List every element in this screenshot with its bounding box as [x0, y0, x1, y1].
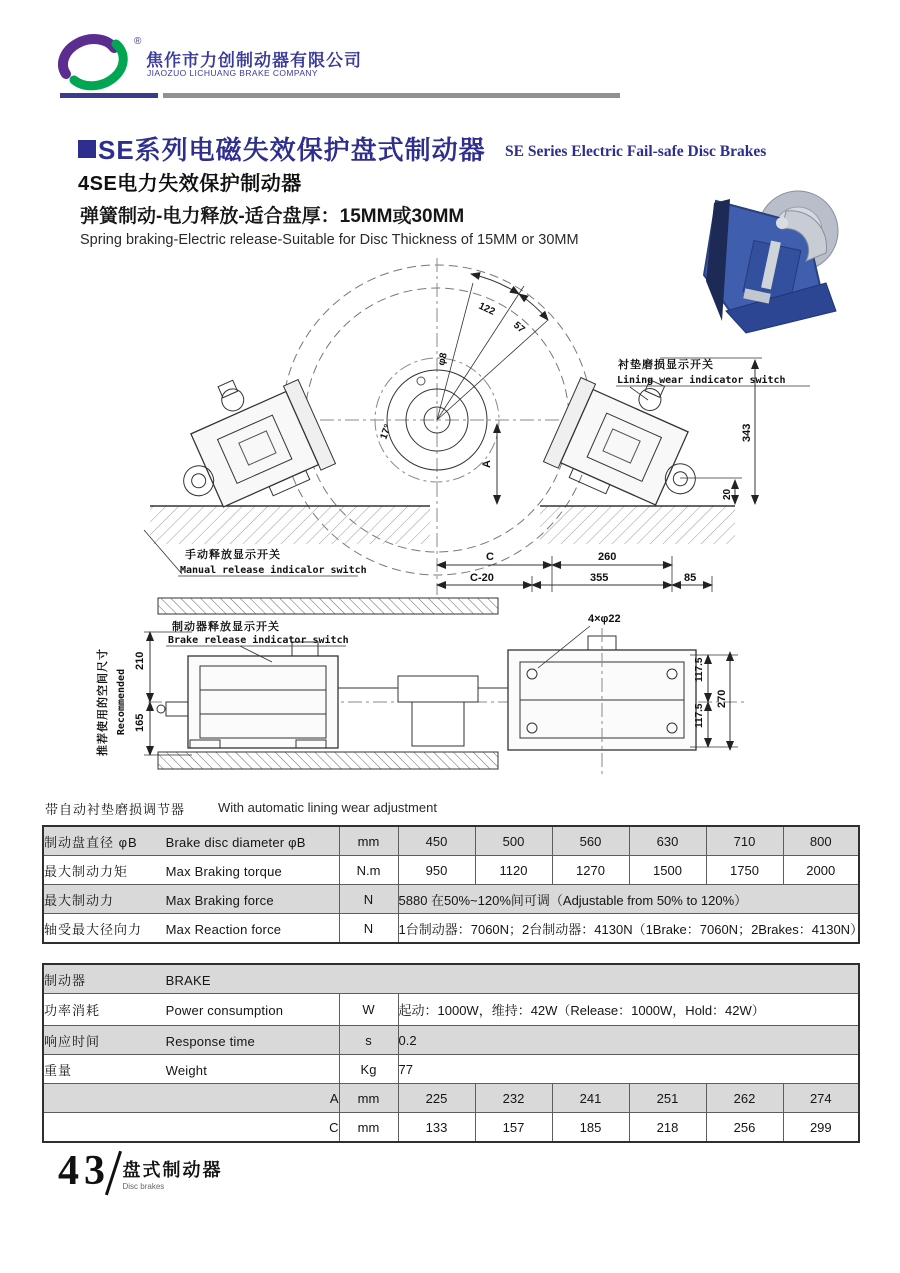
dim-C20: C-20: [470, 572, 494, 584]
dim-A: A: [481, 460, 493, 468]
company-name-cn: 焦作市力创制动器有限公司: [146, 51, 362, 70]
feature-line-cn: 弹簧制动-电力释放-适合盘厚：15MM或30MM: [80, 206, 465, 227]
feature-line-en: Spring braking-Electric release-Suitable for Disc Thickness of 15MM or 30MM: [80, 232, 579, 248]
row-label: [43, 994, 339, 1026]
table-row: [43, 826, 859, 856]
registered-mark: ®: [134, 36, 142, 47]
value-cell: 1500: [629, 856, 706, 885]
technical-drawing: [40, 250, 880, 795]
unit-cell: mm: [339, 1113, 398, 1143]
page-footer: [58, 1150, 223, 1196]
footer-section-cn: 盘式制动器: [122, 1160, 223, 1180]
row-label-en: Max Braking torque: [165, 863, 282, 879]
table-row: [43, 1113, 859, 1143]
dim-260: 260: [598, 551, 617, 563]
row-label-cn: 轴受最大径向力: [44, 921, 143, 937]
unit-cell: mm: [339, 826, 398, 856]
table-row: [43, 856, 859, 885]
row-label-cn: 制动盘直径 φB: [44, 834, 138, 850]
unit-cell: Kg: [339, 1055, 398, 1084]
row-label: C: [43, 1113, 339, 1143]
value-cell: 2000: [783, 856, 859, 885]
label-manual-release-cn: 手动释放显示开关: [185, 549, 281, 561]
value-cell: 1120: [475, 856, 552, 885]
footer-section-en: Disc brakes: [122, 1182, 165, 1191]
label-brake-release-en: Brake release indicator switch: [168, 635, 349, 646]
value-cell: 450: [398, 826, 475, 856]
table-row: [43, 1026, 859, 1055]
unit-cell: N: [339, 885, 398, 914]
value-cell: 77: [398, 1055, 859, 1084]
table-row: [43, 994, 859, 1026]
table-row: [43, 964, 859, 994]
row-label-cn: 功率消耗: [44, 1003, 101, 1018]
value-cell: 560: [552, 826, 629, 856]
right-caliper-side: [508, 628, 696, 774]
label-manual-release-en: Manual release indicalor switch: [180, 565, 367, 576]
row-label-en: Power consumption: [165, 1003, 284, 1018]
dim-85: 85: [684, 572, 697, 584]
left-caliper: [153, 356, 337, 527]
label-lining-wear-en: Lining wear indicator switch: [617, 375, 786, 386]
value-cell: 185: [552, 1113, 629, 1143]
spec-table-1: [42, 825, 864, 944]
row-label-en: Response time: [165, 1033, 255, 1049]
row-label: [43, 964, 859, 994]
row-label: [43, 1055, 339, 1084]
series-title-cn-text: SE系列电磁失效保护盘式制动器: [98, 135, 486, 165]
value-cell: 起动：1000W，维持：42W（Release：1000W，Hold：42W）: [398, 994, 859, 1026]
value-cell: 0.2: [398, 1026, 859, 1055]
row-label-en: Max Reaction force: [165, 921, 282, 937]
value-cell: 5880 在50%~120%间可调（Adjustable from 50% to 120%）: [398, 885, 859, 914]
value-cell: 262: [706, 1084, 783, 1113]
note-cn: 带自动衬垫磨损调节器: [45, 802, 186, 817]
row-label: [43, 856, 339, 885]
note-en: With automatic lining wear adjustment: [218, 800, 437, 815]
row-label-en: Max Braking force: [165, 892, 274, 908]
dim-20: 20: [722, 488, 733, 500]
dim-57: 57: [511, 319, 527, 336]
dim-117-top: 117.5: [694, 657, 705, 682]
unit-cell: N.m: [339, 856, 398, 885]
value-cell: 251: [629, 1084, 706, 1113]
value-cell: 1台制动器：7060N；2台制动器：4130N（1Brake：7060N；2Brakes：4130N）: [398, 914, 859, 944]
label-lining-wear-cn: 衬垫磨损显示开关: [618, 359, 714, 371]
dim-355: 355: [590, 572, 609, 584]
label-brake-release-cn: 制动器释放显示开关: [172, 621, 280, 633]
table-row: [43, 1055, 859, 1084]
value-cell: 800: [783, 826, 859, 856]
company-name-en: JIAOZUO LICHUANG BRAKE COMPANY: [147, 68, 319, 78]
value-cell: 133: [398, 1113, 475, 1143]
dim-270: 270: [716, 689, 728, 708]
row-label-cn: 重量: [44, 1062, 73, 1078]
row-label: A: [43, 1084, 339, 1113]
row-label-cn: 最大制动力矩: [44, 863, 129, 879]
row-label-cn: 制动器: [44, 972, 87, 988]
left-caliper-side: [157, 642, 338, 748]
header-rule-navy: [60, 93, 158, 98]
unit-cell: N: [339, 914, 398, 944]
dim-17deg: 17°: [378, 423, 394, 442]
unit-cell: W: [339, 994, 398, 1026]
value-cell: 710: [706, 826, 783, 856]
table-row: [43, 885, 859, 914]
model-title: 4SE电力失效保护制动器: [78, 173, 302, 195]
value-cell: 1750: [706, 856, 783, 885]
value-cell: 157: [475, 1113, 552, 1143]
series-title-cn: [78, 130, 486, 167]
value-cell: 1270: [552, 856, 629, 885]
dim-165: 165: [134, 713, 146, 732]
value-cell: 256: [706, 1113, 783, 1143]
row-label-cn: 最大制动力: [44, 892, 115, 908]
dim-343: 343: [741, 423, 753, 442]
label-recommended-en: Recommended: [116, 668, 127, 736]
value-cell: 274: [783, 1084, 859, 1113]
dim-117-bot: 117.5: [694, 703, 705, 728]
dim-122: 122: [476, 300, 497, 318]
row-label: [43, 1026, 339, 1055]
value-cell: 500: [475, 826, 552, 856]
page-number: 43: [58, 1148, 110, 1194]
dim-210: 210: [134, 651, 146, 670]
spec-table-2: [42, 963, 860, 1143]
value-cell: 232: [475, 1084, 552, 1113]
value-cell: 299: [783, 1113, 859, 1143]
row-label: [43, 885, 339, 914]
unit-cell: mm: [339, 1084, 398, 1113]
row-label: [43, 826, 339, 856]
company-logo-icon: [50, 30, 142, 92]
row-label-en: BRAKE: [165, 972, 211, 988]
row-label-en: Weight: [165, 1062, 208, 1078]
value-cell: 225: [398, 1084, 475, 1113]
value-cell: 241: [552, 1084, 629, 1113]
header-rule-gray: [163, 93, 620, 98]
series-title-en: SE Series Electric Fail-safe Disc Brakes: [505, 143, 767, 160]
row-label: [43, 914, 339, 944]
dim-C: C: [486, 551, 494, 563]
value-cell: 218: [629, 1113, 706, 1143]
value-cell: 950: [398, 856, 475, 885]
row-label-cn: 响应时间: [44, 1033, 101, 1049]
dim-phi8: φ8: [436, 351, 450, 367]
label-holes: 4×φ22: [588, 613, 621, 625]
row-label-en: Brake disc diameter φB: [165, 834, 306, 850]
unit-cell: s: [339, 1026, 398, 1055]
title-square-marker: [78, 140, 96, 158]
table-row: [43, 914, 859, 944]
value-cell: 630: [629, 826, 706, 856]
label-recommended-cn: 推荐使用的空间尺寸: [97, 648, 109, 756]
table-row: [43, 1084, 859, 1113]
